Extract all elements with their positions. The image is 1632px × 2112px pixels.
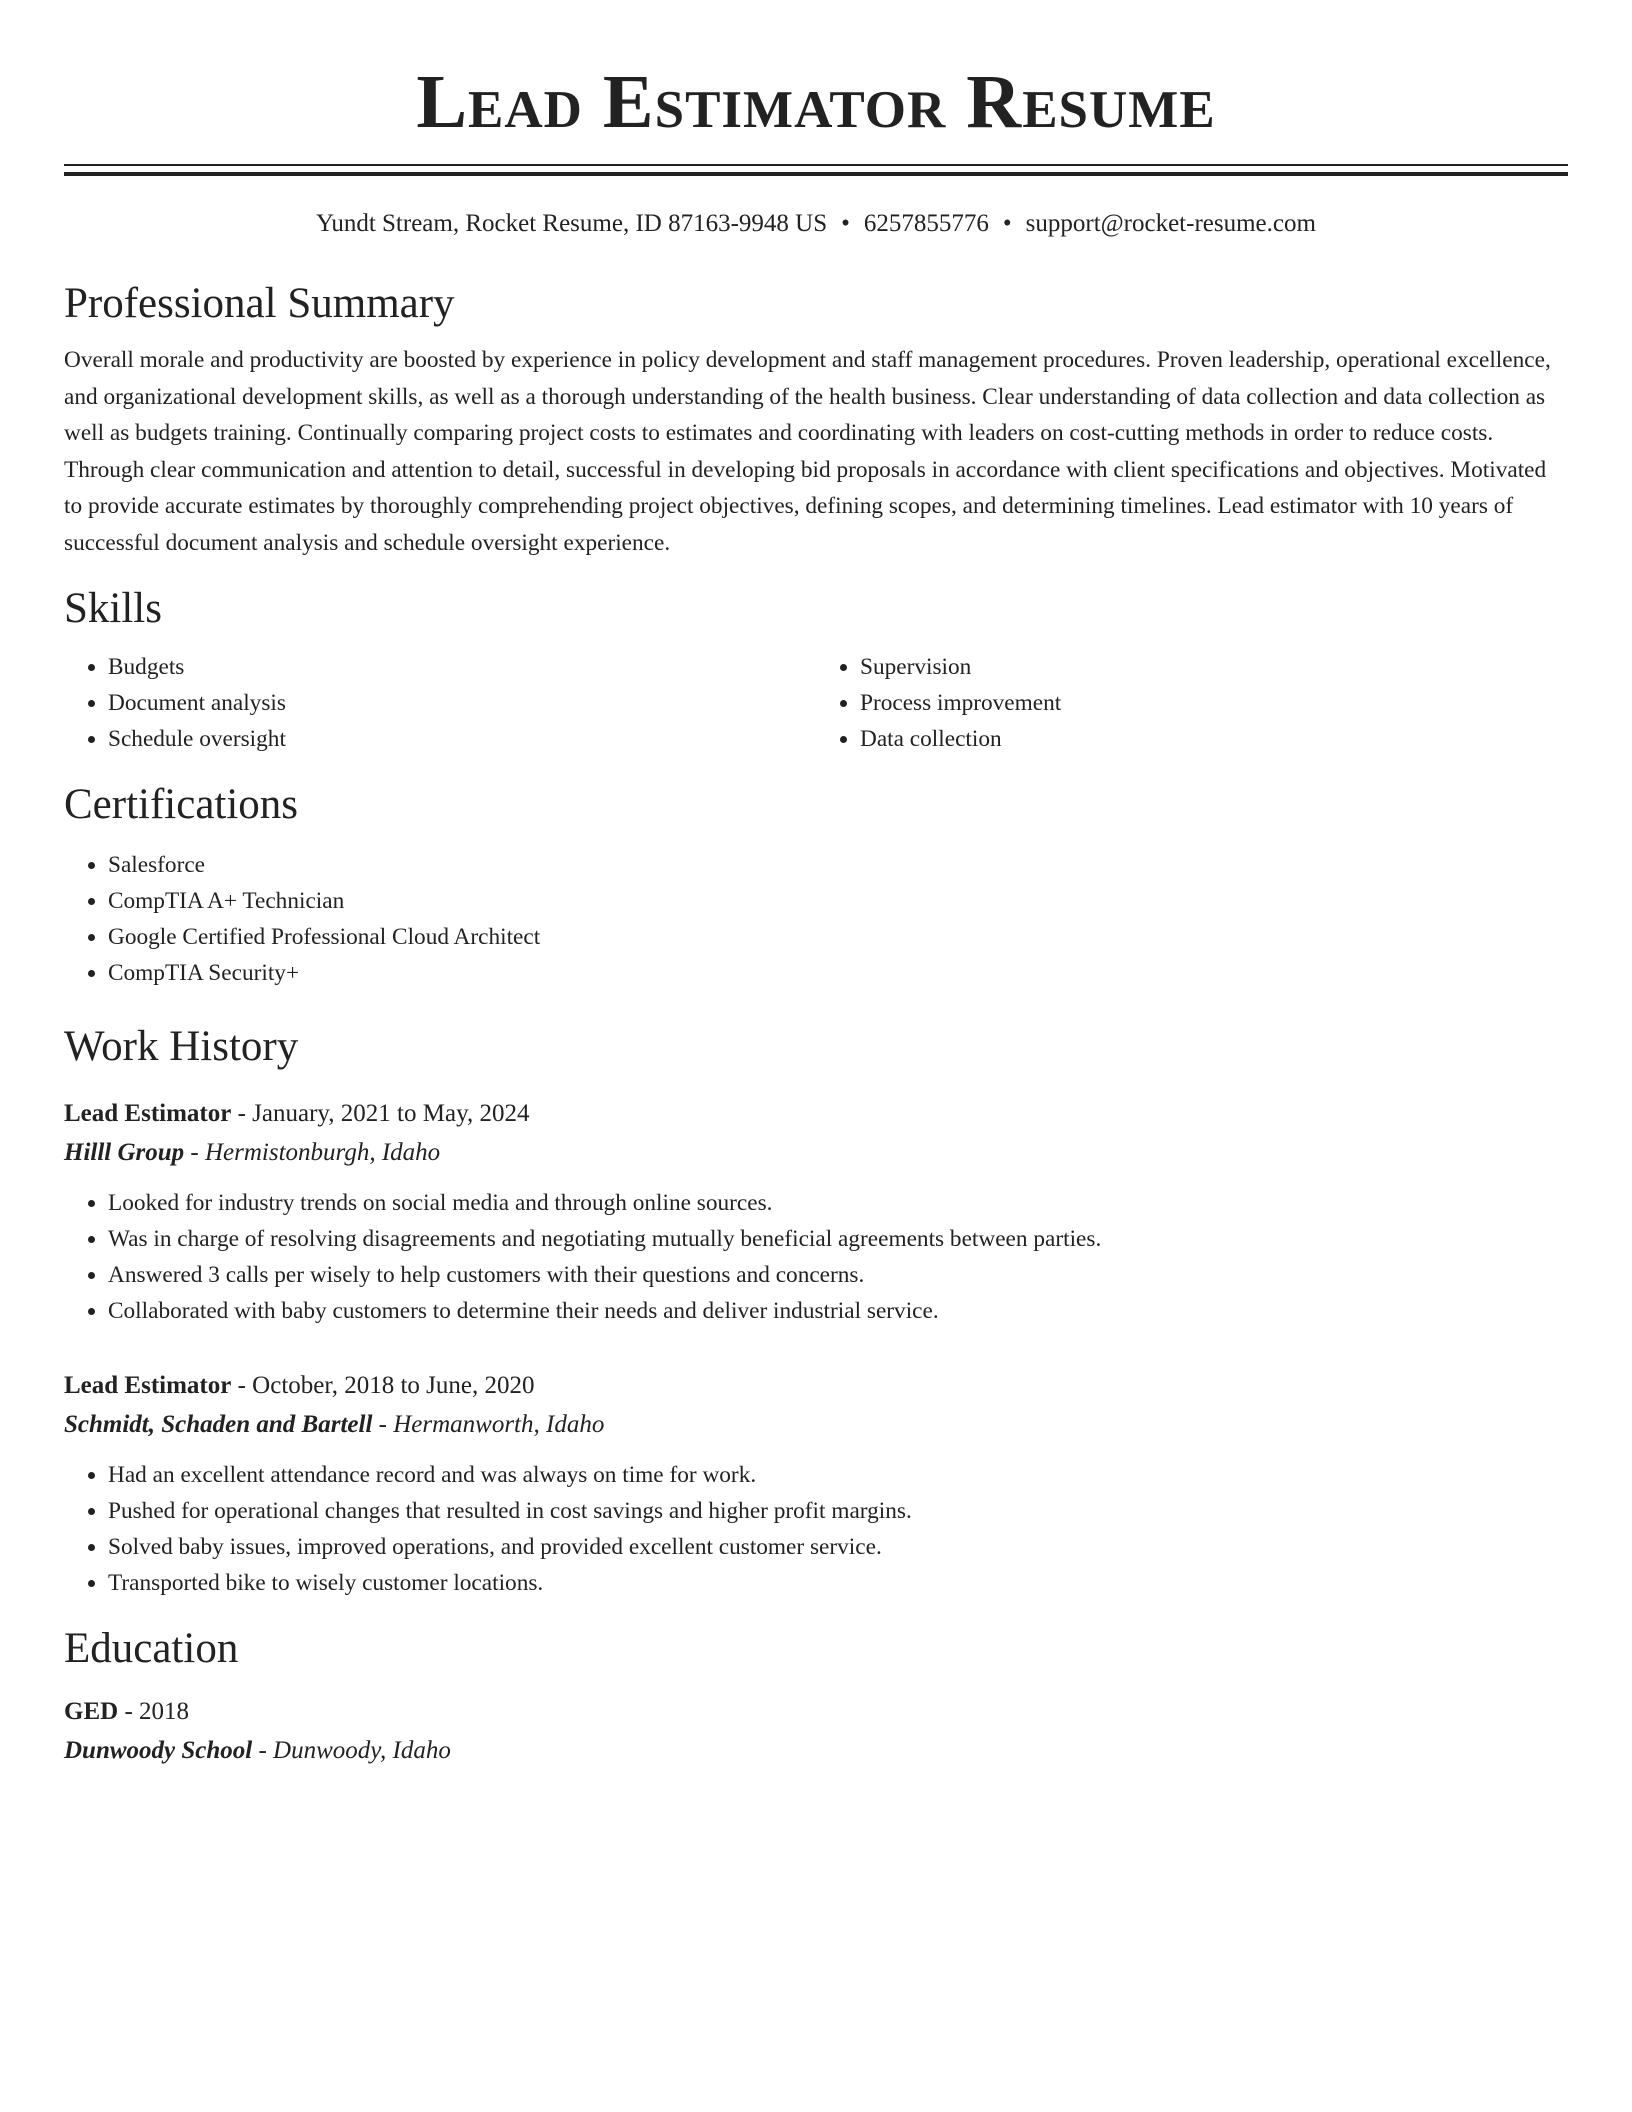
certification-item: • CompTIA Security+ bbox=[108, 955, 1568, 991]
work-history-heading: Work History bbox=[64, 1023, 299, 1070]
education-year: - 2018 bbox=[118, 1698, 190, 1725]
job-duty-item: • Collaborated with baby customers to determine their needs and deliver industrial service. bbox=[108, 1293, 1568, 1329]
summary-text: Overall morale and productivity are boosted by experience in policy development and staff management procedures. Proven leadership, operational excellence, and organizational development skills, as well as a thorough understanding of the health business. Clear understanding of data collection and data collection as well as budgets training. Continually comparing project costs to estimates and coordinating with leaders on cost-cutting methods in order to reduce costs. Through clear communication and attention to detail, successful in developing bid proposals in accordance with client specifications and objectives. Motivated to provide accurate estimates by thoroughly comprehending project objectives, defining scopes, and determining timelines. Lead estimator with 10 years of successful document analysis and schedule oversight experience. bbox=[64, 347, 1551, 556]
job-duty-item: • Solved baby issues, improved operations, and provided excellent customer service. bbox=[108, 1529, 1568, 1565]
job-location: - Hermistonburgh, Idaho bbox=[184, 1139, 441, 1166]
resume-page bbox=[64, 0, 1568, 1771]
job-dates: - January, 2021 to May, 2024 bbox=[231, 1100, 530, 1127]
job-duties bbox=[64, 1185, 1568, 1329]
education-school: Dunwoody School bbox=[64, 1737, 253, 1764]
skill-item: • Budgets bbox=[108, 649, 816, 685]
skill-item: • Document analysis bbox=[108, 685, 816, 721]
job-company-line bbox=[64, 1405, 1568, 1445]
contact-phone: 6257855776 bbox=[863, 210, 989, 237]
job-entry bbox=[64, 1367, 1568, 1601]
education-degree: GED bbox=[64, 1698, 119, 1725]
job-duty-item: • Looked for industry trends on social media and through online sources. bbox=[108, 1185, 1568, 1221]
contact-email: support@rocket-resume.com bbox=[1025, 210, 1316, 237]
summary-heading: Professional Summary bbox=[64, 280, 455, 327]
job-duty-item: • Was in charge of resolving disagreements and negotiating mutually beneficial agreements between parties. bbox=[108, 1221, 1568, 1257]
contact-address: Yundt Stream, Rocket Resume, ID 87163-9948 US bbox=[316, 210, 828, 237]
resume-title: Lead Estimator Resume bbox=[416, 60, 1216, 144]
title-divider-thin bbox=[64, 164, 1568, 166]
certification-item: • CompTIA A+ Technician bbox=[108, 883, 1568, 919]
certification-item: • Salesforce bbox=[108, 847, 1568, 883]
certifications-heading: Certifications bbox=[64, 781, 299, 828]
skills-heading: Skills bbox=[64, 585, 162, 632]
job-title: Lead Estimator bbox=[64, 1100, 232, 1127]
job-dates: - October, 2018 to June, 2020 bbox=[231, 1372, 535, 1399]
education-degree-line bbox=[64, 1693, 1568, 1731]
job-title-line bbox=[64, 1095, 1568, 1133]
skills-list bbox=[64, 649, 1568, 757]
job-entry bbox=[64, 1095, 1568, 1329]
title-divider-thick bbox=[64, 172, 1568, 176]
skill-item: • Supervision bbox=[860, 649, 1568, 685]
job-duties bbox=[64, 1457, 1568, 1601]
education-heading: Education bbox=[64, 1625, 239, 1672]
job-company: Hilll Group bbox=[64, 1139, 185, 1166]
job-title-line bbox=[64, 1367, 1568, 1405]
education-entry bbox=[64, 1693, 1568, 1771]
job-company: Schmidt, Schaden and Bartell bbox=[64, 1411, 373, 1438]
job-company-line bbox=[64, 1133, 1568, 1173]
certification-item: • Google Certified Professional Cloud Architect bbox=[108, 919, 1568, 955]
job-location: - Hermanworth, Idaho bbox=[372, 1411, 605, 1438]
contact-separator: • bbox=[1002, 210, 1012, 237]
education-school-line bbox=[64, 1731, 1568, 1771]
certifications-list bbox=[64, 847, 1568, 991]
skills-column-right bbox=[816, 649, 1568, 757]
contact-line bbox=[64, 208, 1568, 240]
job-duty-item: • Pushed for operational changes that resulted in cost savings and higher profit margins. bbox=[108, 1493, 1568, 1529]
skill-item: • Schedule oversight bbox=[108, 721, 816, 757]
skill-item: • Data collection bbox=[860, 721, 1568, 757]
job-title: Lead Estimator bbox=[64, 1372, 232, 1399]
education-location: - Dunwoody, Idaho bbox=[252, 1737, 451, 1764]
job-duty-item: • Had an excellent attendance record and was always on time for work. bbox=[108, 1457, 1568, 1493]
job-duty-item: • Transported bike to wisely customer locations. bbox=[108, 1565, 1568, 1601]
job-duty-item: • Answered 3 calls per wisely to help customers with their questions and concerns. bbox=[108, 1257, 1568, 1293]
skills-column-left bbox=[64, 649, 816, 757]
contact-separator: • bbox=[841, 210, 850, 237]
skill-item: • Process improvement bbox=[860, 685, 1568, 721]
